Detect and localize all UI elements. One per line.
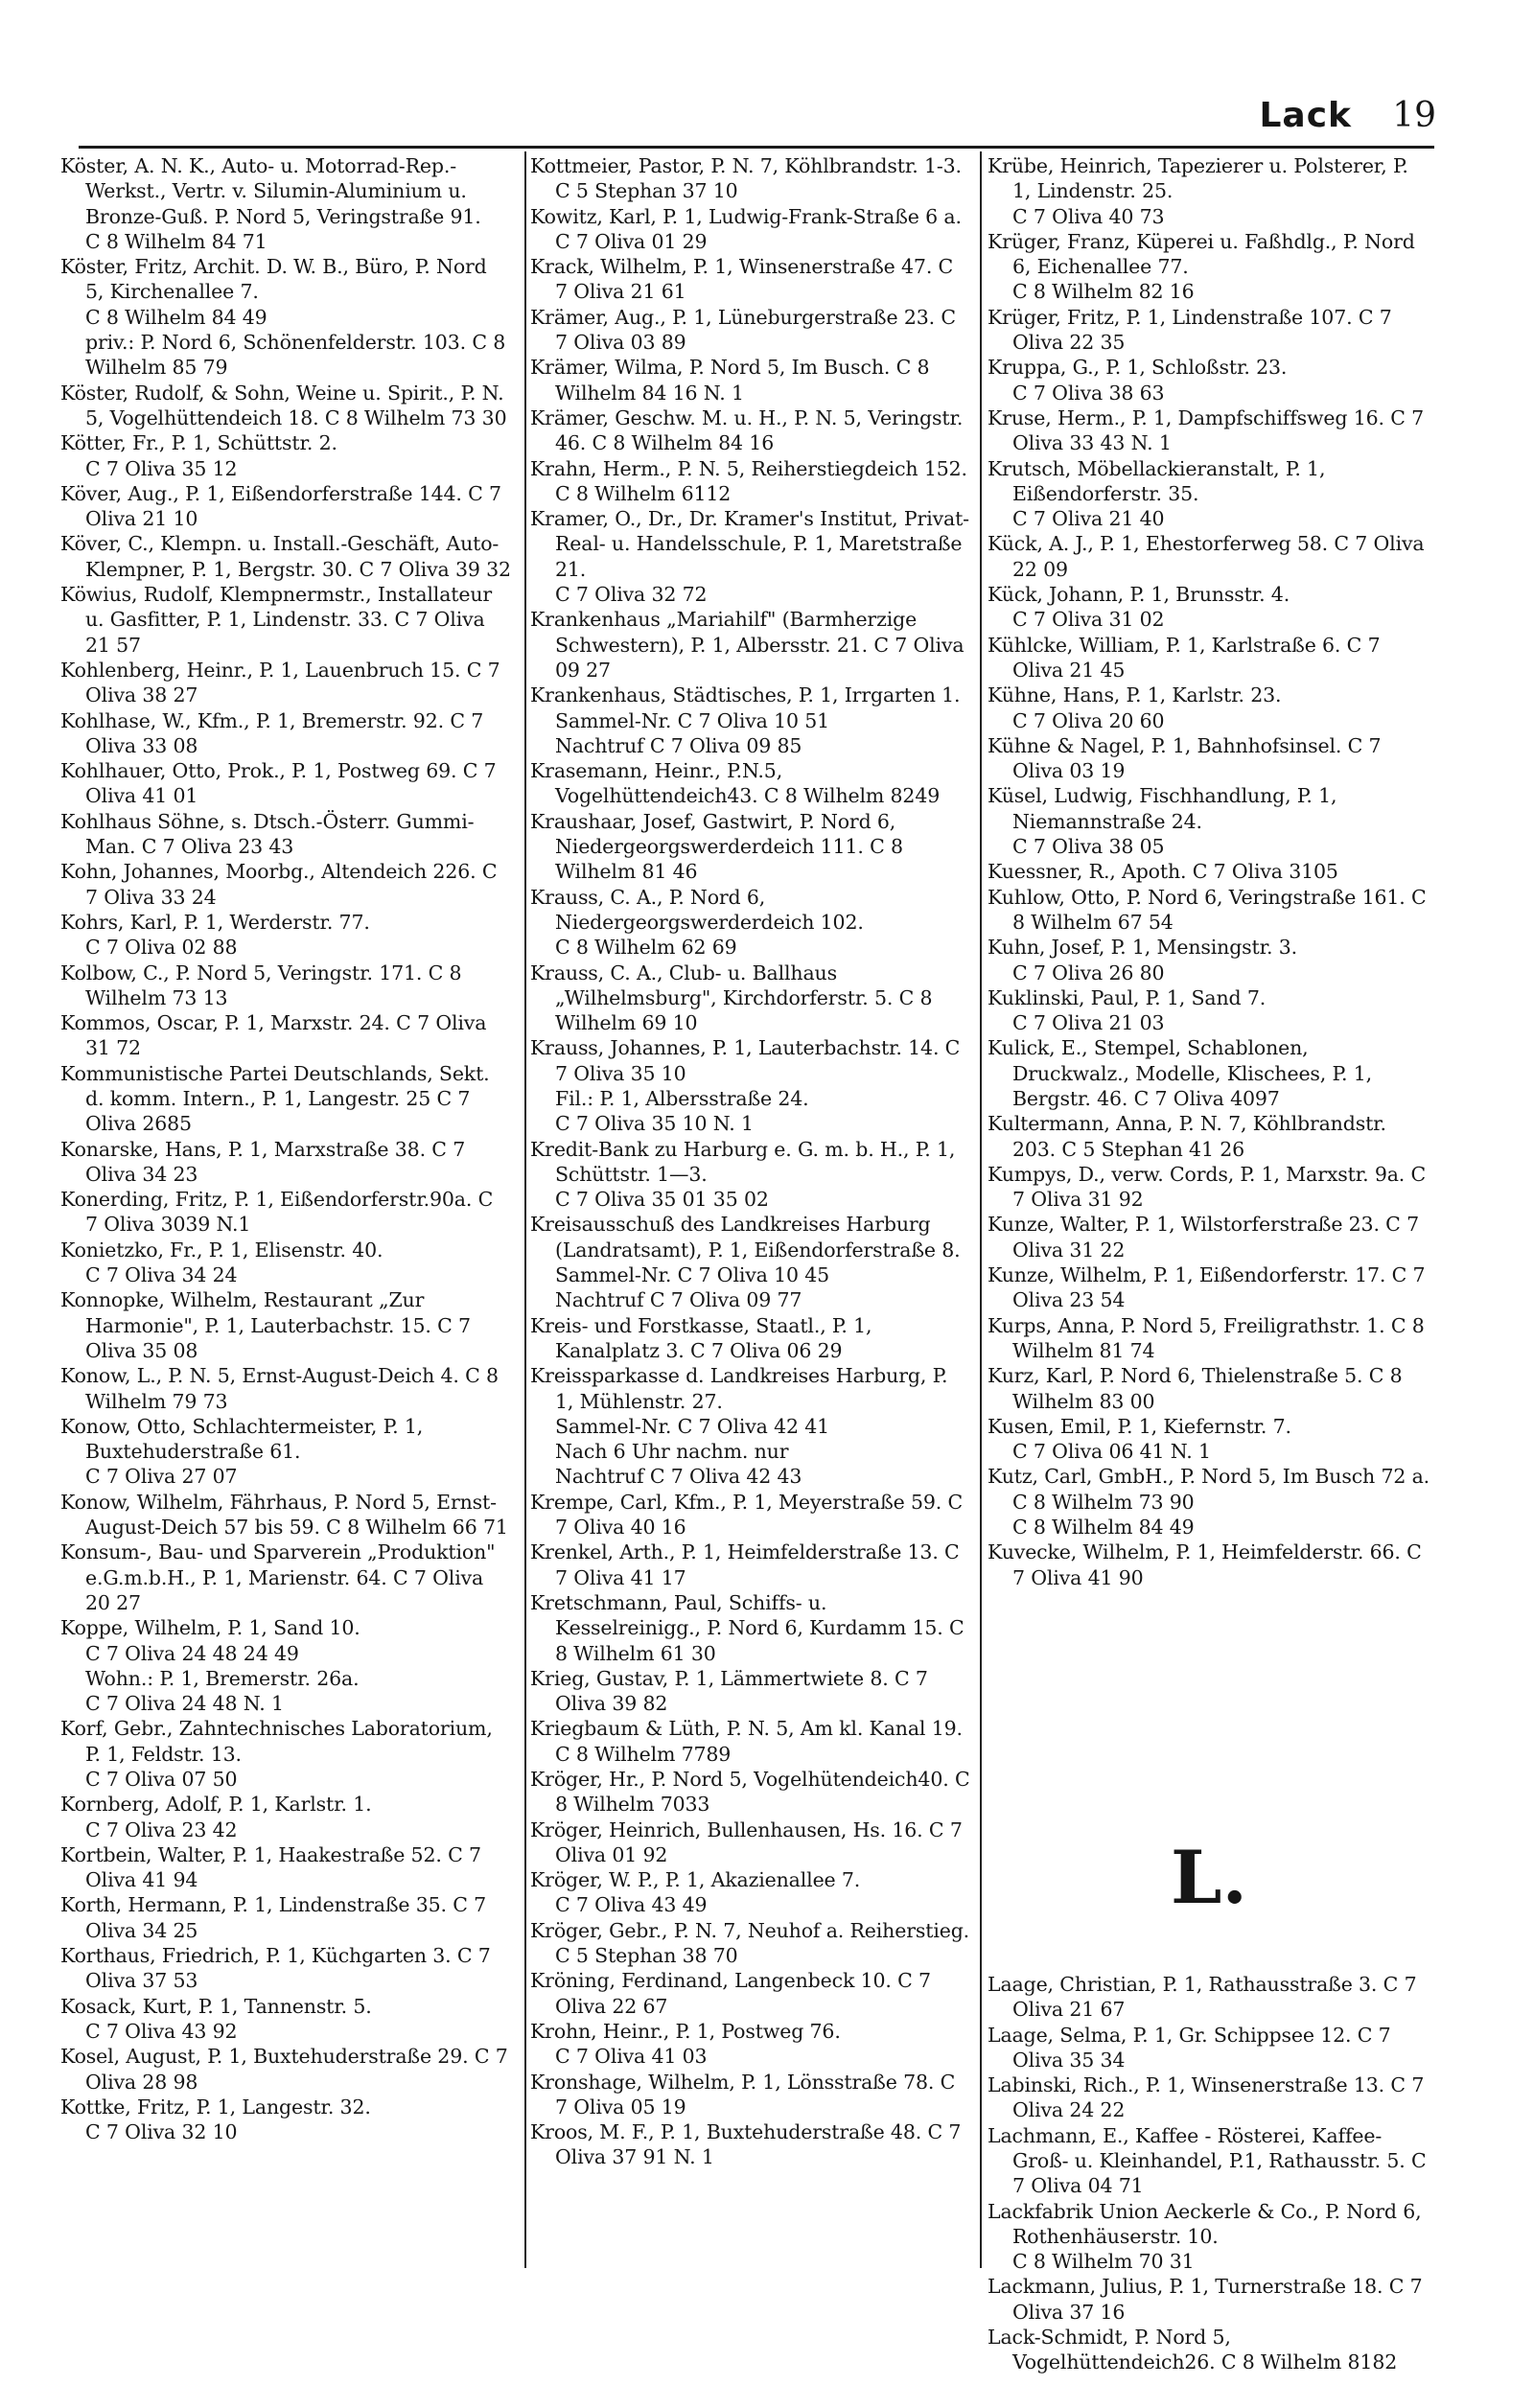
directory-entry: Köster, Rudolf, & Sohn, Weine u. Spirit., P. N. 5, Vogelhüttendeich 18. C 8 Wilhelm 73 30 xyxy=(60,381,510,429)
directory-entry: Kohlenberg, Heinr., P. 1, Lauenbruch 15. C 7 Oliva 38 27 xyxy=(60,658,506,707)
section-letter: L. xyxy=(1171,1834,1247,1920)
directory-entry: Kreisausschuß des Landkreises Harburg (Landratsamt), P. 1, Eißendorferstraße 8. Sammel-Nr. C 7 Oliva 10 45 Nachtruf C 7 Oliva 09 77 xyxy=(530,1213,961,1312)
directory-entry: Kötter, Fr., P. 1, Schüttstr. 2. C 7 Oliva 35 12 xyxy=(60,431,337,480)
directory-entry: Kornberg, Adolf, P. 1, Karlstr. 1. C 7 Oliva 23 42 xyxy=(60,1793,372,1841)
directory-entry: Kumpys, D., verw. Cords, P. 1, Marxstr. 9a. C 7 Oliva 31 92 xyxy=(988,1162,1432,1212)
directory-entry: Kohlhauer, Otto, Prok., P. 1, Postweg 69. C 7 Oliva 41 01 xyxy=(60,759,502,808)
directory-entry: Kück, Johann, P. 1, Brunsstr. 4. C 7 Oliva 31 02 xyxy=(988,583,1290,632)
directory-column-1 xyxy=(60,153,514,2262)
directory-entry: Kunze, Walter, P. 1, Wilstorferstraße 23. C 7 Oliva 31 22 xyxy=(988,1213,1426,1262)
directory-entry: Kreis- und Forstkasse, Staatl., P. 1, Kanalplatz 3. C 7 Oliva 06 29 xyxy=(530,1313,878,1362)
directory-entry: Kramer, O., Dr., Dr. Kramer's Institut, Privat-Real- u. Handelsschule, P. 1, Maretstraße 21. C 7 Oliva 32 72 xyxy=(530,507,969,607)
directory-entry: Krämer, Aug., P. 1, Lüneburgerstraße 23. C 7 Oliva 03 89 xyxy=(530,305,963,355)
directory-entry: Konow, Otto, Schlachtermeister, P. 1, Buxtehuderstraße 61. C 7 Oliva 27 07 xyxy=(60,1414,424,1489)
directory-entry: Kohrs, Karl, P. 1, Werderstr. 77. C 7 Oliva 02 88 xyxy=(60,910,370,960)
directory-entry: Konow, L., P. N. 5, Ernst-August-Deich 4. C 8 Wilhelm 79 73 xyxy=(60,1364,505,1413)
directory-entry: Kunze, Wilhelm, P. 1, Eißendorferstr. 17. C 7 Oliva 23 54 xyxy=(988,1263,1431,1312)
directory-entry: Kröning, Ferdinand, Langenbeck 10. C 7 Oliva 22 67 xyxy=(530,1969,938,2018)
directory-entry: Kriegbaum & Lüth, P. N. 5, Am kl. Kanal 19. C 8 Wilhelm 7789 xyxy=(530,1717,969,1766)
directory-column-2 xyxy=(530,153,976,2262)
directory-entry: Kohlhaus Söhne, s. Dtsch.-Österr. Gummi-Man. C 7 Oliva 23 43 xyxy=(60,809,475,859)
directory-entry: Kommunistische Partei Deutschlands, Sekt. d. komm. Intern., P. 1, Langestr. 25 C 7 Oliva 2685 xyxy=(60,1061,496,1136)
directory-entry: Kuhn, Josef, P. 1, Mensingstr. 3. C 7 Oliva 26 80 xyxy=(988,936,1298,984)
directory-entry: Kühne & Nagel, P. 1, Bahnhofsinsel. C 7 Oliva 03 19 xyxy=(988,733,1387,783)
directory-entry: Koppe, Wilhelm, P. 1, Sand 10. C 7 Oliva 24 48 24 49 Wohn.: P. 1, Bremerstr. 26a. C 7 Oliva 24 48 N. 1 xyxy=(60,1616,360,1716)
directory-entry: Kröger, Gebr., P. N. 7, Neuhof a. Reiherstieg. C 5 Stephan 38 70 xyxy=(530,1918,976,1968)
directory-entry: Kühne, Hans, P. 1, Karlstr. 23. C 7 Oliva 20 60 xyxy=(988,683,1282,732)
directory-entry: Konnopke, Wilhelm, Restaurant „Zur Harmonie", P. 1, Lauterbachstr. 15. C 7 Oliva 35 08 xyxy=(60,1288,477,1362)
directory-entry: Krasemann, Heinr., P.N.5, Vogelhüttendeich43. C 8 Wilhelm 8249 xyxy=(530,759,941,808)
directory-entry: Kohn, Johannes, Moorbg., Altendeich 226. C 7 Oliva 33 24 xyxy=(60,860,503,909)
directory-entry: Krempe, Carl, Kfm., P. 1, Meyerstraße 59. C 7 Oliva 40 16 xyxy=(530,1490,969,1540)
column-divider xyxy=(524,151,526,2268)
directory-entry: Lackfabrik Union Aeckerle & Co., P. Nord 6, Rothenhäuserstr. 10. C 8 Wilhelm 70 31 xyxy=(988,2199,1422,2274)
directory-entry: Krauss, C. A., P. Nord 6, Niedergeorgswerderdeich 102. C 8 Wilhelm 62 69 xyxy=(530,885,864,960)
directory-entry: Krauss, C. A., Club- u. Ballhaus „Wilhelmsburg", Kirchdorferstr. 5. C 8 Wilhelm 69 10 xyxy=(530,961,939,1035)
page-number: 19 xyxy=(1392,96,1436,135)
directory-entry: Kommos, Oscar, P. 1, Marxstr. 24. C 7 Oliva 31 72 xyxy=(60,1011,493,1060)
directory-entry: Kottke, Fritz, P. 1, Langestr. 32. C 7 Oliva 32 10 xyxy=(60,2095,371,2144)
directory-entry: Krack, Wilhelm, P. 1, Winsenerstraße 47. C 7 Oliva 21 61 xyxy=(530,255,960,304)
directory-entry: Kröger, Hr., P. Nord 5, Vogelhütendeich40. C 8 Wilhelm 7033 xyxy=(530,1768,976,1817)
directory-entry: Korthaus, Friedrich, P. 1, Küchgarten 3. C 7 Oliva 37 53 xyxy=(60,1944,498,1993)
directory-entry: Kosack, Kurt, P. 1, Tannenstr. 5. C 7 Oliva 43 92 xyxy=(60,1994,372,2043)
directory-entry: Kröger, W. P., P. 1, Akazienallee 7. C 7 Oliva 43 49 xyxy=(530,1868,861,1917)
directory-entry: Kuessner, R., Apoth. C 7 Oliva 3105 xyxy=(988,860,1338,884)
directory-entry: Konietzko, Fr., P. 1, Elisenstr. 40. C 7 Oliva 34 24 xyxy=(60,1238,384,1287)
directory-entry: Konarske, Hans, P. 1, Marxstraße 38. C 7 Oliva 34 23 xyxy=(60,1137,472,1186)
directory-entry: Krüger, Fritz, P. 1, Lindenstraße 107. C 7 Oliva 22 35 xyxy=(988,305,1398,355)
directory-entry: Kuklinski, Paul, P. 1, Sand 7. C 7 Oliva 21 03 xyxy=(988,985,1267,1035)
directory-entry: Kulick, E., Stempel, Schablonen, Druckwalz., Modelle, Klischees, P. 1, Bergstr. 46. C 7 Oliva 4097 xyxy=(988,1036,1379,1110)
directory-entry: Kronshage, Wilhelm, P. 1, Lönsstraße 78. C 7 Oliva 05 19 xyxy=(530,2070,962,2119)
directory-entry: Köster, A. N. K., Auto- u. Motorrad-Rep.-Werkst., Vertr. v. Silumin-Aluminium u. Bronze-Guß. P. Nord 5, Veringstraße 91. C 8 Wilhelm 84 71 xyxy=(60,154,481,253)
directory-entry: Kredit-Bank zu Harburg e. G. m. b. H., P. 1, Schüttstr. 1—3. C 7 Oliva 35 01 35 02 xyxy=(530,1137,956,1212)
directory-column-3 xyxy=(988,153,1432,2374)
header-rule xyxy=(79,146,1434,149)
directory-entry: Kroos, M. F., P. 1, Buxtehuderstraße 48. C 7 Oliva 37 91 N. 1 xyxy=(530,2120,967,2169)
directory-entry: Kuhlow, Otto, P. Nord 6, Veringstraße 161. C 8 Wilhelm 67 54 xyxy=(988,885,1432,934)
directory-entry: Kruse, Herm., P. 1, Dampfschiffsweg 16. C 7 Oliva 33 43 N. 1 xyxy=(988,405,1430,455)
directory-entry: Lack-Schmidt, P. Nord 5, Vogelhüttendeich26. C 8 Wilhelm 8182 xyxy=(988,2326,1398,2374)
column-divider xyxy=(980,151,982,2268)
directory-entry: Kutz, Carl, GmbH., P. Nord 5, Im Busch 72 a. C 8 Wilhelm 73 90 C 8 Wilhelm 84 49 xyxy=(988,1465,1430,1540)
directory-entry: Köwius, Rudolf, Klempnermstr., Installateur u. Gasfitter, P. 1, Lindenstr. 33. C 7 Oliva 21 57 xyxy=(60,583,499,657)
directory-entry: Krahn, Herm., P. N. 5, Reiherstiegdeich 152. C 8 Wilhelm 6112 xyxy=(530,456,974,505)
directory-entry: Kreissparkasse d. Landkreises Harburg, P. 1, Mühlenstr. 27. Sammel-Nr. C 7 Oliva 42 41 Nach 6 Uhr nachm. nur Nachtruf C 7 Oliva 42 43 xyxy=(530,1364,948,1489)
directory-entry: Kottmeier, Pastor, P. N. 7, Köhlbrandstr. 1-3. C 5 Stephan 37 10 xyxy=(530,154,968,203)
directory-entry: Kowitz, Karl, P. 1, Ludwig-Frank-Straße 6 a. C 7 Oliva 01 29 xyxy=(530,204,968,253)
directory-entry: Kurz, Karl, P. Nord 6, Thielenstraße 5. C 8 Wilhelm 83 00 xyxy=(988,1364,1408,1413)
directory-entry: Kosel, August, P. 1, Buxtehuderstraße 29. C 7 Oliva 28 98 xyxy=(60,2045,514,2094)
directory-entry: Kolbow, C., P. Nord 5, Veringstr. 171. C 8 Wilhelm 73 13 xyxy=(60,961,468,1009)
directory-entry: Krämer, Wilma, P. Nord 5, Im Busch. C 8 Wilhelm 84 16 N. 1 xyxy=(530,356,936,405)
directory-entry: Kruppa, G., P. 1, Schloßstr. 23. C 7 Oliva 38 63 xyxy=(988,356,1288,405)
directory-entry: Kuvecke, Wilhelm, P. 1, Heimfelderstr. 66. C 7 Oliva 41 90 xyxy=(988,1540,1429,1589)
directory-entry: Kretschmann, Paul, Schiffs- u. Kesselreinigg., P. Nord 6, Kurdamm 15. C 8 Wilhelm 61 30 xyxy=(530,1590,970,1665)
directory-entry: Kultermann, Anna, P. N. 7, Köhlbrandstr. 203. C 5 Stephan 41 26 xyxy=(988,1112,1393,1161)
directory-entry: Lachmann, E., Kaffee - Rösterei, Kaffee-Groß- u. Kleinhandel, P.1, Rathausstr. 5. C 7 Oliva 04 71 xyxy=(988,2123,1432,2198)
directory-entry: Konow, Wilhelm, Fährhaus, P. Nord 5, Ernst-August-Deich 57 bis 59. C 8 Wilhelm 66 71 xyxy=(60,1490,508,1540)
directory-entry: Köster, Fritz, Archit. D. W. B., Büro, P. Nord 5, Kirchenallee 7. C 8 Wilhelm 84 49 priv.: P. Nord 6, Schönenfelderstr. 103. C 8 Wilhelm 85 79 xyxy=(60,255,506,380)
directory-entry: Krämer, Geschw. M. u. H., P. N. 5, Veringstr. 46. C 8 Wilhelm 84 16 xyxy=(530,405,969,455)
directory-entry: Konsum-, Bau- und Sparverein „Produktion" e.G.m.b.H., P. 1, Marienstr. 64. C 7 Oliva 20 27 xyxy=(60,1540,501,1614)
directory-entry: Kröger, Heinrich, Bullenhausen, Hs. 16. C 7 Oliva 01 92 xyxy=(530,1818,969,1866)
directory-entry: Laage, Christian, P. 1, Rathausstraße 3. C 7 Oliva 21 67 xyxy=(988,1972,1423,2022)
directory-entry: Korth, Hermann, P. 1, Lindenstraße 35. C 7 Oliva 34 25 xyxy=(60,1893,493,1942)
directory-entry: Krübe, Heinrich, Tapezierer u. Polsterer, P. 1, Lindenstr. 25. C 7 Oliva 40 73 xyxy=(988,154,1408,228)
header-keyword: Lack xyxy=(1259,96,1352,135)
directory-entry: Krankenhaus, Städtisches, P. 1, Irrgarten 1. Sammel-Nr. C 7 Oliva 10 51 Nachtruf C 7 Oliva 09 85 xyxy=(530,683,961,757)
directory-entry: Labinski, Rich., P. 1, Winsenerstraße 13. C 7 Oliva 24 22 xyxy=(988,2073,1430,2122)
directory-entry: Kück, A. J., P. 1, Ehestorferweg 58. C 7 Oliva 22 09 xyxy=(988,532,1430,581)
directory-entry: Kortbein, Walter, P. 1, Haakestraße 52. C 7 Oliva 41 94 xyxy=(60,1842,488,1892)
directory-entry: Krankenhaus „Mariahilf" (Barmherzige Schwestern), P. 1, Albersstr. 21. C 7 Oliva 09 27 xyxy=(530,608,970,682)
directory-entry: Köver, Aug., P. 1, Eißendorferstraße 144. C 7 Oliva 21 10 xyxy=(60,481,508,531)
directory-entry: Kurps, Anna, P. Nord 5, Freiligrathstr. 1. C 8 Wilhelm 81 74 xyxy=(988,1313,1431,1362)
directory-entry: Lackmann, Julius, P. 1, Turnerstraße 18. C 7 Oliva 37 16 xyxy=(988,2275,1429,2324)
directory-entry: Kühlcke, William, P. 1, Karlstraße 6. C 7 Oliva 21 45 xyxy=(988,633,1386,682)
directory-entry: Krauss, Johannes, P. 1, Lauterbachstr. 14. C 7 Oliva 35 10 Fil.: P. 1, Albersstraße 24. C 7 Oliva 35 10 N. 1 xyxy=(530,1036,961,1136)
directory-entry: Laage, Selma, P. 1, Gr. Schippsee 12. C 7 Oliva 35 34 xyxy=(988,2023,1397,2072)
directory-entry: Köver, C., Klempn. u. Install.-Geschäft, Auto-Klempner, P. 1, Bergstr. 30. C 7 Oliva 39 32 xyxy=(60,532,511,581)
directory-entry: Kohlhase, W., Kfm., P. 1, Bremerstr. 92. C 7 Oliva 33 08 xyxy=(60,708,490,757)
directory-entry: Krohn, Heinr., P. 1, Postweg 76. C 7 Oliva 41 03 xyxy=(530,2019,841,2069)
directory-entry: Korf, Gebr., Zahntechnisches Laboratorium, P. 1, Feldstr. 13. C 7 Oliva 07 50 xyxy=(60,1717,493,1791)
directory-entry: Konerding, Fritz, P. 1, Eißendorferstr.90a. C 7 Oliva 3039 N.1 xyxy=(60,1188,500,1237)
page-header xyxy=(79,96,1436,144)
directory-entry: Krenkel, Arth., P. 1, Heimfelderstraße 13. C 7 Oliva 41 17 xyxy=(530,1540,965,1589)
directory-entry: Küsel, Ludwig, Fischhandlung, P. 1, Niemannstraße 24. C 7 Oliva 38 05 xyxy=(988,784,1337,859)
directory-entry: Kusen, Emil, P. 1, Kiefernstr. 7. C 7 Oliva 06 41 N. 1 xyxy=(988,1414,1291,1464)
directory-entry: Krüger, Franz, Küperei u. Faßhdlg., P. Nord 6, Eichenallee 77. C 8 Wilhelm 82 16 xyxy=(988,229,1415,304)
directory-entry: Krieg, Gustav, P. 1, Lämmertwiete 8. C 7 Oliva 39 82 xyxy=(530,1666,935,1716)
directory-entry: Krutsch, Möbellackieranstalt, P. 1, Eißendorferstr. 35. C 7 Oliva 21 40 xyxy=(988,456,1326,531)
directory-entry: Kraushaar, Josef, Gastwirt, P. Nord 6, Niedergeorgswerderdeich 111. C 8 Wilhelm 81 46 xyxy=(530,809,910,884)
